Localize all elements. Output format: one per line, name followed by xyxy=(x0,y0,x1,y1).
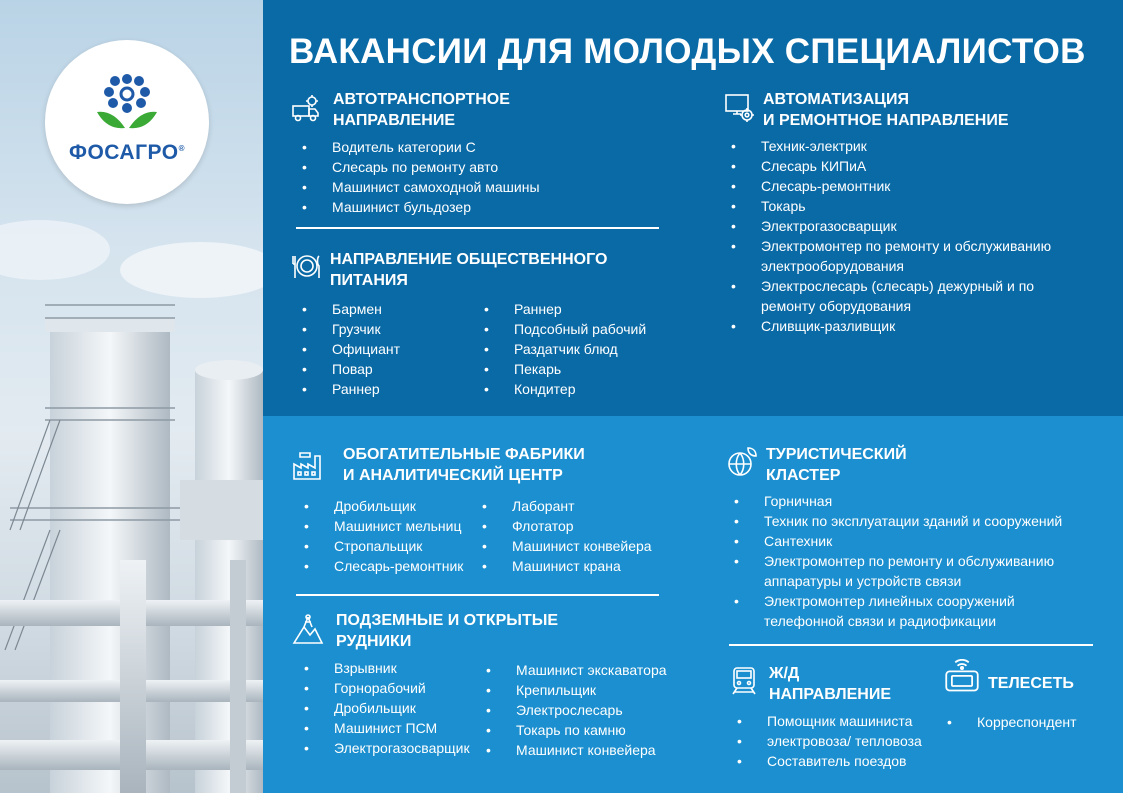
list-item: • Слесарь-ремонтник xyxy=(731,176,1051,196)
list-item: • Лаборант xyxy=(482,496,652,516)
list-item: • Электрогазосварщик xyxy=(731,216,1051,236)
section-title-automation: АВТОМАТИЗАЦИЯ И РЕМОНТНОЕ НАПРАВЛЕНИЕ xyxy=(763,91,1009,129)
list-item: • Горничная xyxy=(734,491,1062,511)
list-item: • Техник-электрик xyxy=(731,136,1051,156)
list-item: • Крепильщик xyxy=(486,680,667,700)
globe-leaf-icon xyxy=(726,446,758,478)
list-item: • электровоза/ тепловоза xyxy=(737,731,922,751)
list-item: • Корреспондент xyxy=(947,712,1077,732)
section-title-telenet: ТЕЛЕСЕТЬ xyxy=(988,675,1074,692)
list-plants-col2 xyxy=(482,496,652,576)
list-item: • Техник по эксплуатации зданий и сооружений xyxy=(734,511,1062,531)
list-item: • Машинист самоходной машины xyxy=(302,177,540,197)
list-item: • Помощник машиниста xyxy=(737,711,922,731)
list-item: • Флотатор xyxy=(482,516,652,536)
phosagro-logo xyxy=(45,40,209,204)
list-item: • Кондитер xyxy=(484,379,646,399)
list-item: • Дробильщик xyxy=(304,698,470,718)
list-item: • Сливщик-разливщик xyxy=(731,316,1051,336)
list-item: • Электромонтер по ремонту и обслуживанию аппаратуры и устройств связи xyxy=(734,551,1062,591)
list-telenet xyxy=(947,712,1077,732)
list-item: • Раздатчик блюд xyxy=(484,339,646,359)
list-item: • Сантехник xyxy=(734,531,1062,551)
list-item: • Электромонтер линейных сооружений телефонной связи и радиофикации xyxy=(734,591,1062,631)
list-item: • Грузчик xyxy=(302,319,400,339)
divider xyxy=(729,644,1093,646)
divider xyxy=(296,594,659,596)
mine-tower-icon xyxy=(292,613,324,645)
list-mines-col1 xyxy=(304,658,470,758)
plate-cutlery-icon xyxy=(290,250,322,282)
list-item: • Машинист конвейера xyxy=(486,740,667,760)
list-item: • Официант xyxy=(302,339,400,359)
section-title-transport: АВТОТРАНСПОРТНОЕ НАПРАВЛЕНИЕ xyxy=(333,91,510,129)
list-item: • Раннер xyxy=(484,299,646,319)
train-icon xyxy=(728,665,760,697)
list-item: • Пекарь xyxy=(484,359,646,379)
list-item: • Слесарь по ремонту авто xyxy=(302,157,540,177)
list-item: • Машинист крана xyxy=(482,556,652,576)
list-item: • Электрослесарь (слесарь) дежурный и по ремонту оборудования xyxy=(731,276,1051,316)
industrial-photo xyxy=(0,0,263,793)
list-item: • Горнорабочий xyxy=(304,678,470,698)
logo-text: ФОСАГРО® xyxy=(69,141,185,164)
list-item: • Электромонтер по ремонту и обслуживанию электрооборудования xyxy=(731,236,1051,276)
list-item: • Электрослесарь xyxy=(486,700,667,720)
section-title-catering: НАПРАВЛЕНИЕ ОБЩЕСТВЕННОГО ПИТАНИЯ xyxy=(330,251,608,289)
list-item: • Машинист конвейера xyxy=(482,536,652,556)
tv-antenna-icon xyxy=(944,659,980,695)
list-tourism xyxy=(734,491,1062,631)
section-title-tourism: ТУРИСТИЧЕСКИЙ КЛАСТЕР xyxy=(766,446,907,484)
page-title: ВАКАНСИИ ДЛЯ МОЛОДЫХ СПЕЦИАЛИСТОВ xyxy=(289,32,1086,71)
list-item: • Раннер xyxy=(302,379,400,399)
list-item: • Бармен xyxy=(302,299,400,319)
factory-icon xyxy=(292,450,324,482)
monitor-gear-icon xyxy=(724,92,756,124)
list-item: • Слесарь КИПиА xyxy=(731,156,1051,176)
list-item: • Машинист мельниц xyxy=(304,516,463,536)
list-mines-col2 xyxy=(486,660,667,760)
list-item: • Машинист экскаватора xyxy=(486,660,667,680)
list-item: • Составитель поездов xyxy=(737,751,922,771)
list-item: • Дробильщик xyxy=(304,496,463,516)
list-item: • Стропальщик xyxy=(304,536,463,556)
list-item: • Токарь xyxy=(731,196,1051,216)
list-item: • Токарь по камню xyxy=(486,720,667,740)
section-title-railway: Ж/Д НАПРАВЛЕНИЕ xyxy=(769,665,891,703)
list-plants-col1 xyxy=(304,496,463,576)
list-transport xyxy=(302,137,540,217)
list-item: • Повар xyxy=(302,359,400,379)
list-item: • Машинист бульдозер xyxy=(302,197,540,217)
list-catering-col1 xyxy=(302,299,400,399)
list-item: • Машинист ПСМ xyxy=(304,718,470,738)
list-item: • Взрывник xyxy=(304,658,470,678)
section-title-plants: ОБОГАТИТЕЛЬНЫЕ ФАБРИКИ И АНАЛИТИЧЕСКИЙ ЦЕНТР xyxy=(343,446,585,484)
list-catering-col2 xyxy=(484,299,646,399)
list-automation xyxy=(731,136,1051,336)
list-item: • Слесарь-ремонтник xyxy=(304,556,463,576)
divider xyxy=(296,227,659,229)
list-item: • Водитель категории С xyxy=(302,137,540,157)
section-title-mines: ПОДЗЕМНЫЕ И ОТКРЫТЫЕ РУДНИКИ xyxy=(336,612,559,650)
list-item: • Подсобный рабочий xyxy=(484,319,646,339)
truck-gear-icon xyxy=(290,94,322,126)
list-item: • Электрогазосварщик xyxy=(304,738,470,758)
list-railway xyxy=(737,711,922,771)
logo-mark-icon xyxy=(45,40,209,140)
